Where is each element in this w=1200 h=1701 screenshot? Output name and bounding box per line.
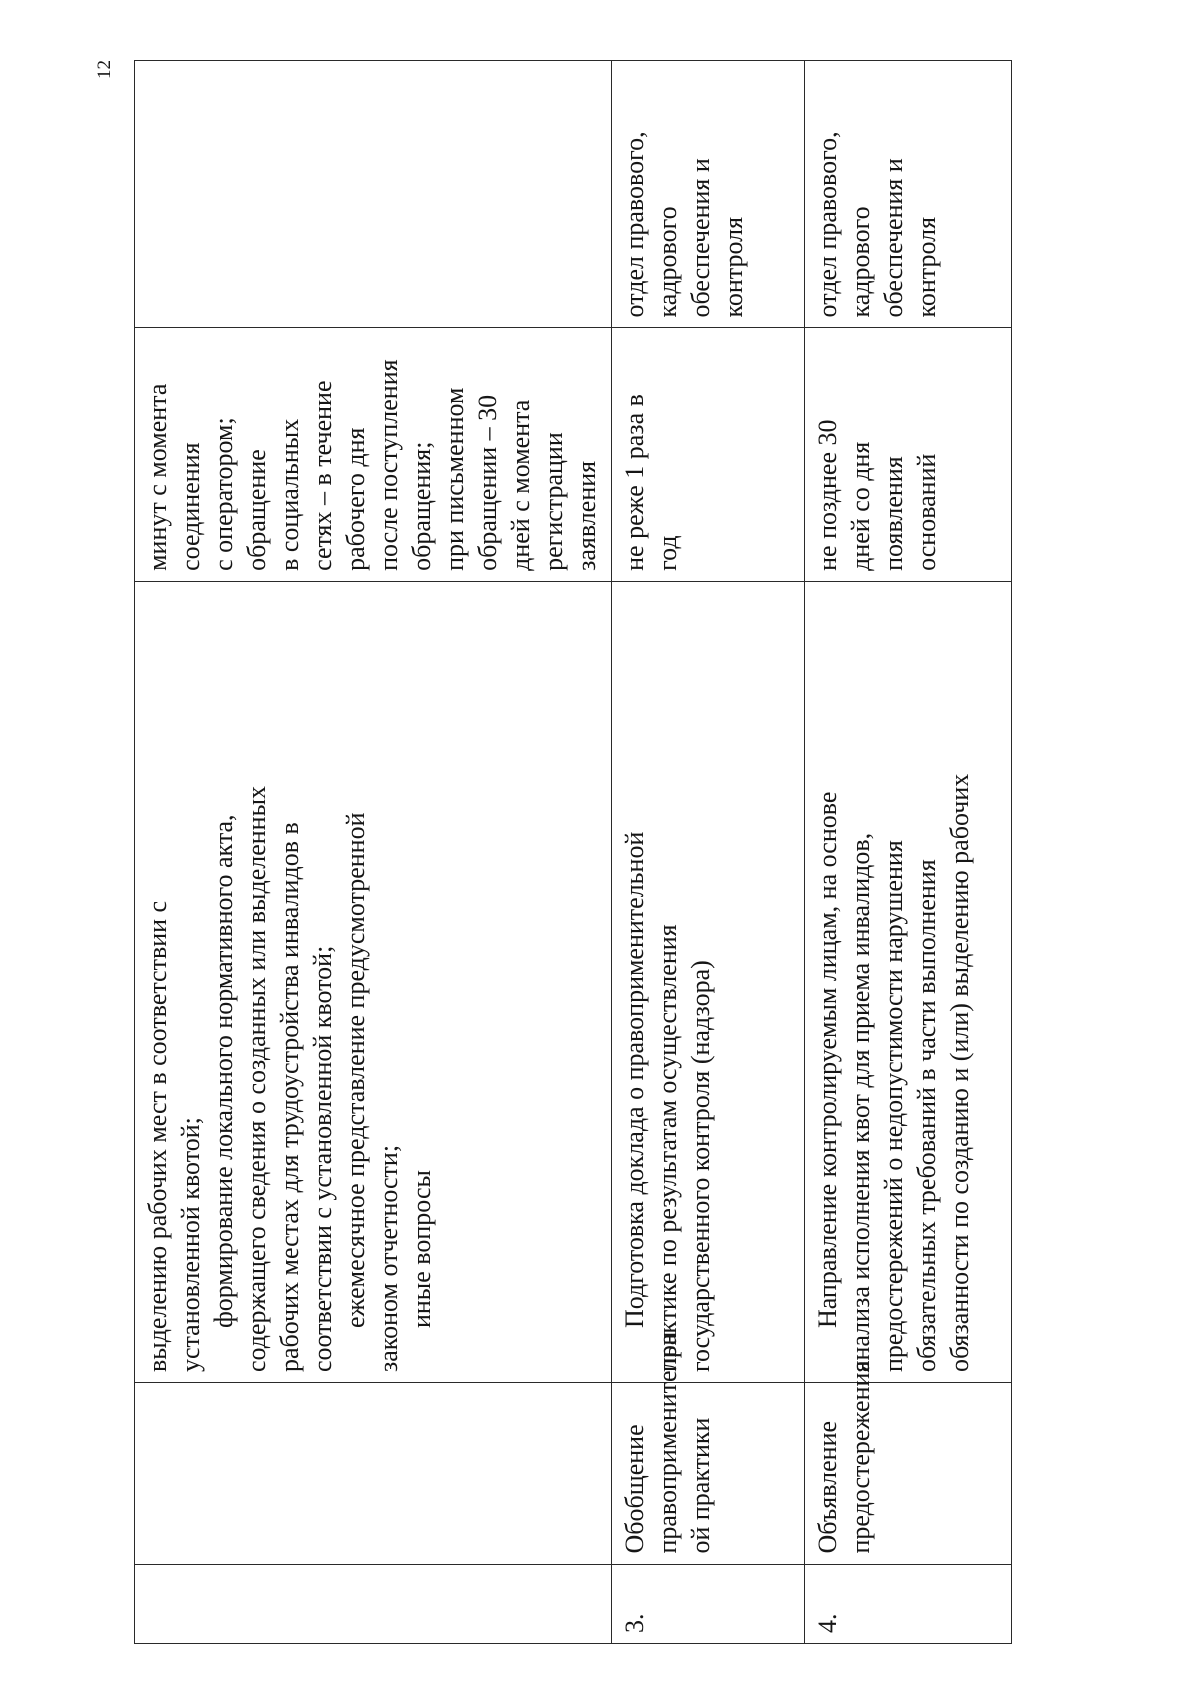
cell-number: 3.	[612, 1564, 805, 1643]
text-line: анализа исполнения квот для приема инвалидов,	[846, 832, 875, 1373]
text-line: установленной квотой;	[176, 1117, 205, 1373]
cell-term	[612, 328, 805, 581]
text-line: обязательных требований в части выполнения	[912, 859, 941, 1373]
text-line: содержащего сведения о созданных или выделенных	[242, 785, 271, 1373]
table-row	[805, 61, 1012, 1644]
text-line: обеспечения и	[686, 158, 715, 318]
text-line: Подготовка доклада о правоприменительной	[620, 831, 649, 1329]
cell-term	[135, 328, 612, 581]
text-line: обращение	[242, 449, 271, 571]
cell-responsible	[612, 61, 805, 328]
text-line: ежемесячное представление предусмотренной	[341, 812, 370, 1329]
text-line: ой практики	[686, 1417, 715, 1554]
text-line: обращения;	[407, 441, 436, 571]
text-line: предостережения	[846, 1360, 875, 1554]
text-line: заявления	[572, 460, 601, 571]
text-line: соответствии с установленной квотой;	[308, 945, 337, 1373]
text-line: иные вопросы	[407, 1170, 436, 1329]
text-line: контроля	[719, 216, 748, 318]
text-line: соединения	[176, 442, 205, 571]
cell-responsible	[135, 61, 612, 328]
inspection-plan-table	[134, 60, 1012, 1644]
text-line: формирование локального нормативного акта,	[209, 814, 238, 1329]
text-line: кадрового	[653, 206, 682, 318]
text-line: рабочего дня	[341, 427, 370, 571]
text-line: минут с момента	[143, 383, 172, 571]
cell-name	[612, 1331, 805, 1564]
text-line: год	[653, 535, 682, 571]
text-line: дней с момента	[506, 399, 535, 571]
page-number: 12	[94, 60, 115, 79]
text-line: обязанности по созданию и (или) выделению рабочих	[945, 773, 974, 1373]
text-line: в социальных	[275, 418, 304, 571]
cell-content	[612, 581, 805, 1382]
text-line: Объявление	[813, 1420, 842, 1554]
text-line: обращении – 30	[473, 394, 502, 571]
text-line: контроля	[912, 216, 941, 318]
cell-content	[135, 581, 612, 1382]
text-line: при письменном	[440, 387, 469, 571]
text-line: Обобщение	[620, 1424, 649, 1554]
text-line: после поступления	[374, 359, 403, 571]
text-line: не реже 1 раза в	[620, 394, 649, 571]
text-line: с оператором;	[209, 417, 238, 571]
text-line: не позднее 30	[813, 419, 842, 571]
text-line: практике по результатам осуществления	[653, 924, 682, 1373]
text-line: выделению рабочих мест в соответствии с	[143, 900, 172, 1373]
text-line: отдел правового,	[620, 131, 649, 318]
text-line: регистрации	[539, 432, 568, 571]
text-line: дней со дня	[846, 441, 875, 571]
text-line: предостережений о недопустимости нарушения	[879, 840, 908, 1373]
table-row-continuation	[135, 61, 612, 1644]
table-row	[612, 61, 805, 1644]
text-line: оснований	[912, 453, 941, 571]
cell-number: 4.	[805, 1564, 1012, 1643]
cell-name	[805, 1360, 1012, 1564]
text-line: обеспечения и	[879, 158, 908, 318]
text-line: государственного контроля (надзора)	[686, 960, 715, 1373]
text-line: правоприменительн	[653, 1331, 682, 1554]
cell-responsible	[805, 61, 1012, 328]
cell-term	[805, 328, 1012, 581]
cell-content	[805, 581, 1012, 1382]
cell-number	[135, 1564, 612, 1643]
text-line: законом отчетности;	[374, 1144, 403, 1373]
text-line: появления	[879, 456, 908, 571]
text-line: кадрового	[846, 206, 875, 318]
cell-name	[135, 1383, 612, 1564]
text-line: отдел правового,	[813, 131, 842, 318]
rotated-document-page	[94, 60, 1150, 1644]
text-line: Направление контролируемым лицам, на основе	[813, 791, 842, 1329]
text-line: рабочих местах для трудоустройства инвалидов в	[275, 822, 304, 1373]
text-line: сетях – в течение	[308, 380, 337, 571]
